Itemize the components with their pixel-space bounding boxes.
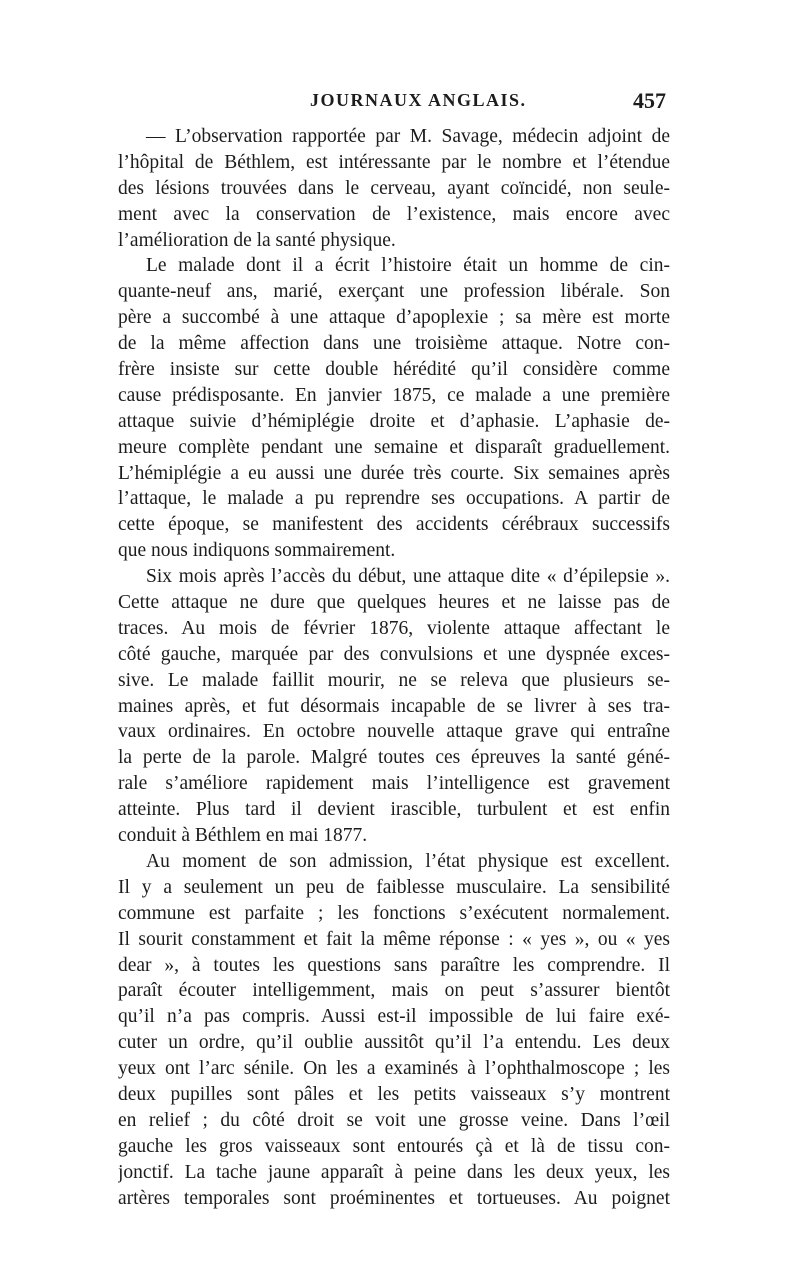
body-text <box>118 124 670 1211</box>
text-line: paraît écouter intelligemment, mais on peut s’assurer bientôt <box>118 980 670 1002</box>
text-line: cause prédisposante. En janvier 1875, ce malade a une première <box>118 384 670 406</box>
text-line: qu’il n’a pas compris. Aussi est-il impossible de lui faire exé- <box>118 1006 670 1028</box>
text-line: ment avec la conservation de l’existence, mais encore avec <box>118 203 670 225</box>
text-line: atteinte. Plus tard il devient irascible, turbulent et est enfin <box>118 799 670 821</box>
text-line: côté gauche, marquée par des convulsions et une dyspnée exces- <box>118 643 670 665</box>
text-line: traces. Au mois de février 1876, violente attaque affectant le <box>118 617 670 639</box>
text-line: l’attaque, le malade a pu reprendre ses occupations. A partir de <box>118 488 670 510</box>
text-line: meure complète pendant une semaine et disparaît graduellement. <box>118 436 670 458</box>
text-line: la perte de la parole. Malgré toutes ces épreuves la santé géné- <box>118 747 670 769</box>
text-line: L’hémiplégie a eu aussi une durée très courte. Six semaines après <box>118 462 670 484</box>
text-line: l’amélioration de la santé physique. <box>118 229 396 251</box>
text-line: cuter un ordre, qu’il oublie aussitôt qu’il l’a entendu. Les deux <box>118 1032 670 1054</box>
page-number: 457 <box>633 88 666 113</box>
text-line: frère insiste sur cette double hérédité qu’il considère comme <box>118 359 670 381</box>
running-head <box>118 88 670 118</box>
text-line: conduit à Béthlem en mai 1877. <box>118 825 368 847</box>
text-line: yeux ont l’arc sénile. On les a examinés à l’ophthalmoscope ; les <box>118 1058 670 1080</box>
text-line: rale s’améliore rapidement mais l’intelligence est gravement <box>118 773 670 795</box>
text-line: Il y a seulement un peu de faiblesse musculaire. La sensibilité <box>118 876 670 898</box>
text-line: des lésions trouvées dans le cerveau, ayant coïncidé, non seule- <box>118 177 670 199</box>
text-line: Six mois après l’accès du début, une attaque dite « d’épilepsie ». <box>146 566 670 588</box>
text-line: vaux ordinaires. En octobre nouvelle attaque grave qui entraîne <box>118 721 670 743</box>
text-line: deux pupilles sont pâles et les petits vaisseaux s’y montrent <box>118 1083 670 1105</box>
text-line: — L’observation rapportée par M. Savage, médecin adjoint de <box>146 126 670 147</box>
text-line: artères temporales sont proéminentes et tortueuses. Au poignet <box>118 1187 670 1209</box>
text-line: attaque suivie d’hémiplégie droite et d’aphasie. L’aphasie de- <box>118 410 670 432</box>
text-line: maines après, et fut désormais incapable de se livrer à ses tra- <box>118 695 670 717</box>
text-line: en relief ; du côté droit se voit une grosse veine. Dans l’œil <box>118 1109 670 1131</box>
text-line: sive. Le malade faillit mourir, ne se releva que plusieurs se- <box>118 669 670 691</box>
text-line: Au moment de son admission, l’état physique est excellent. <box>146 850 670 872</box>
text-line: Il sourit constamment et fait la même réponse : « yes », ou « yes <box>118 928 670 950</box>
text-line: jonctif. La tache jaune apparaît à peine dans les deux yeux, les <box>118 1161 670 1183</box>
text-line: père a succombé à une attaque d’apoplexie ; sa mère est morte <box>118 307 670 329</box>
text-line: quante-neuf ans, marié, exerçant une profession libérale. Son <box>118 281 670 303</box>
text-line: que nous indiquons sommairement. <box>118 540 396 562</box>
text-line: commune est parfaite ; les fonctions s’exécutent normalement. <box>118 902 670 924</box>
text-line: gauche les gros vaisseaux sont entourés çà et là de tissu con- <box>118 1135 670 1157</box>
running-title: JOURNAUX ANGLAIS. <box>310 90 527 110</box>
text-line: cette époque, se manifestent des accidents cérébraux successifs <box>118 514 670 536</box>
text-line: l’hôpital de Béthlem, est intéressante par le nombre et l’étendue <box>118 151 670 173</box>
text-line: Le malade dont il a écrit l’histoire était un homme de cin- <box>146 255 670 277</box>
text-line: de la même affection dans une troisième attaque. Notre con- <box>118 333 670 355</box>
text-line: Cette attaque ne dure que quelques heures et ne laisse pas de <box>118 592 670 614</box>
text-line: dear », à toutes les questions sans paraître les comprendre. Il <box>118 954 670 976</box>
